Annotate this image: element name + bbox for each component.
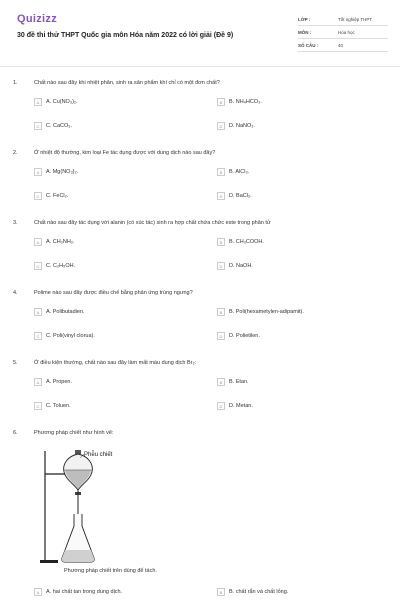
- question-text: Phương pháp chiết như hình vẽ:: [34, 430, 114, 436]
- option-c[interactable]: [34, 332, 95, 340]
- option-text: C. CaCO₃.: [46, 123, 73, 129]
- option-c[interactable]: [34, 122, 72, 130]
- question-number: 3.: [13, 220, 18, 226]
- option-letter-box: D: [217, 402, 225, 410]
- option-b[interactable]: [217, 308, 304, 316]
- option-text: A. Mg(NO₃)₂.: [46, 169, 79, 175]
- question-6-option-a[interactable]: [34, 588, 122, 596]
- question-number: 1.: [13, 80, 18, 86]
- question-number: 6.: [13, 430, 18, 436]
- option-letter-box: D: [217, 262, 225, 270]
- option-text: D. Polietilen.: [229, 333, 260, 339]
- option-text: A. Polibutadien.: [46, 309, 85, 315]
- funnel-stopper: [75, 450, 81, 454]
- option-letter-box: A: [34, 588, 42, 596]
- info-row-count: [298, 39, 388, 52]
- quizizz-logo: Quizizz: [17, 13, 57, 25]
- option-letter-box: B: [217, 588, 225, 596]
- option-b[interactable]: [217, 98, 262, 106]
- info-table: [298, 13, 388, 52]
- question-text: Chất nào sau đây tác dụng với alanin (có xúc tác) sinh ra hợp chất chứa chức este trong phân tử: [34, 220, 271, 226]
- option-text: D. BaCl₂.: [229, 193, 252, 199]
- info-label: LỚP :: [298, 16, 311, 22]
- option-d[interactable]: [217, 332, 260, 340]
- page-title: 30 đề thi thử THPT Quốc gia môn Hóa năm 2022 có lời giải (Đề 9): [17, 32, 234, 39]
- question-number: 2.: [13, 150, 18, 156]
- option-text: D. NaOH.: [229, 263, 253, 269]
- option-letter-box: B: [217, 168, 225, 176]
- option-text: B. CH₃COOH.: [229, 239, 264, 245]
- option-a[interactable]: [34, 98, 78, 106]
- funnel-label: Phễu chiết: [84, 452, 113, 458]
- option-text: C. C₂H₅OH.: [46, 263, 76, 269]
- option-c[interactable]: [34, 402, 71, 410]
- option-text: C. FeCl₂.: [46, 193, 69, 199]
- option-letter-box: C: [34, 402, 42, 410]
- info-row-subject: [298, 26, 388, 39]
- option-text: A. Cu(NO₃)₂.: [46, 99, 78, 105]
- option-d[interactable]: [217, 262, 253, 270]
- option-text: B. Etan.: [229, 379, 249, 385]
- option-text: B. Poli(hexametylen-adipamit).: [229, 309, 304, 315]
- option-letter-box: A: [34, 98, 42, 106]
- option-text: B. chất rắn và chất lỏng.: [229, 589, 289, 595]
- option-a[interactable]: [34, 238, 75, 246]
- question-text: Polime nào sau đây được điều chế bằng phản ứng trùng ngưng?: [34, 290, 193, 296]
- option-a[interactable]: [34, 308, 85, 316]
- flask-liquid: [62, 550, 94, 562]
- option-letter-box: B: [217, 98, 225, 106]
- option-text: C. Toluen.: [46, 403, 71, 409]
- option-text: C. Poli(vinyl clorua).: [46, 333, 95, 339]
- option-letter-box: D: [217, 122, 225, 130]
- option-text: B. NH₄HCO₃.: [229, 99, 262, 105]
- option-letter-box: C: [34, 262, 42, 270]
- figure-caption: Phương pháp chiết trên dùng để tách.: [64, 568, 157, 574]
- stand-base: [40, 560, 58, 563]
- option-text: D. Metan.: [229, 403, 253, 409]
- info-row-class: [298, 13, 388, 26]
- option-b[interactable]: [217, 378, 249, 386]
- option-letter-box: B: [217, 238, 225, 246]
- info-value: Tốt nghiệp THPT: [338, 16, 373, 22]
- option-a[interactable]: [34, 378, 72, 386]
- info-value: 40: [338, 42, 344, 48]
- option-letter-box: A: [34, 378, 42, 386]
- option-b[interactable]: [217, 238, 264, 246]
- option-b[interactable]: [217, 168, 249, 176]
- option-letter-box: C: [34, 122, 42, 130]
- option-letter-box: A: [34, 238, 42, 246]
- option-letter-box: C: [34, 332, 42, 340]
- option-letter-box: D: [217, 332, 225, 340]
- question-text: Ở điều kiện thường, chất nào sau đây làm mất màu dung dịch Br₂:: [34, 360, 197, 366]
- option-letter-box: A: [34, 168, 42, 176]
- option-text: D. NaNO₃.: [229, 123, 256, 129]
- option-c[interactable]: [34, 192, 68, 200]
- option-d[interactable]: [217, 122, 255, 130]
- header-divider: [0, 66, 400, 67]
- option-letter-box: A: [34, 308, 42, 316]
- option-a[interactable]: [34, 168, 78, 176]
- option-text: A. hai chất tan trong dung dịch.: [46, 589, 123, 595]
- option-letter-box: B: [217, 378, 225, 386]
- question-6-option-b[interactable]: [217, 588, 288, 596]
- info-value: Hóa học: [338, 29, 355, 35]
- option-letter-box: C: [34, 192, 42, 200]
- info-label: SỐ CÂU :: [298, 42, 319, 48]
- option-text: A. CH₃NH₂.: [46, 239, 75, 245]
- question-text: Ở nhiệt độ thường, kim loại Fe tác dụng được với dung dịch nào sau đây?: [34, 150, 216, 156]
- option-d[interactable]: [217, 402, 253, 410]
- option-text: B. AlCl₃.: [229, 169, 250, 175]
- question-number: 4.: [13, 290, 18, 296]
- option-letter-box: D: [217, 192, 225, 200]
- option-letter-box: B: [217, 308, 225, 316]
- question-text: Chất nào sau đây khi nhiệt phân, sinh ra sản phẩm khí chỉ có một đơn chất?: [34, 80, 220, 86]
- question-number: 5.: [13, 360, 18, 366]
- separatory-funnel-diagram: [40, 446, 170, 568]
- option-c[interactable]: [34, 262, 75, 270]
- info-label: MÔN :: [298, 29, 312, 35]
- option-d[interactable]: [217, 192, 252, 200]
- option-text: A. Propen.: [46, 379, 72, 385]
